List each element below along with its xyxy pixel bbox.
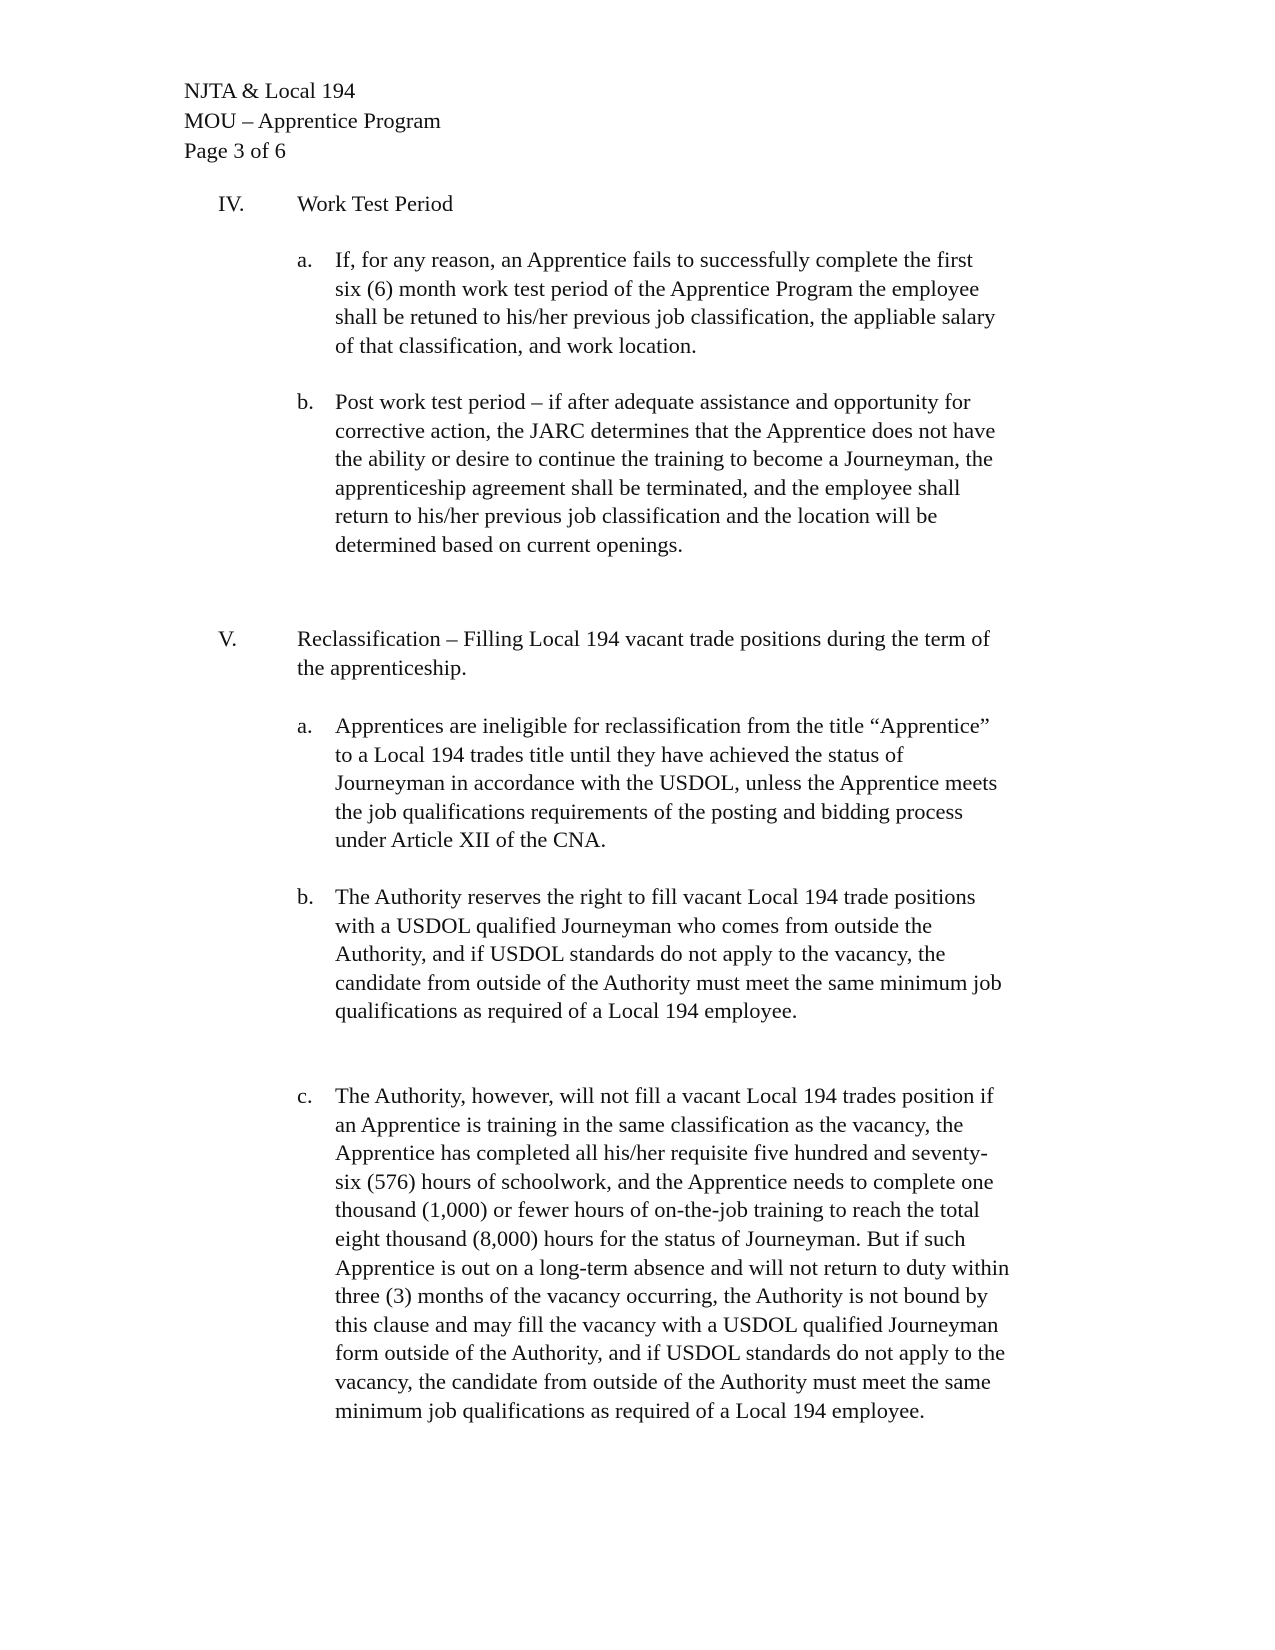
item-text [335, 388, 1105, 560]
item-letter: a. [297, 713, 313, 738]
text-line: qualifications as required of a Local 194 employee. [335, 998, 798, 1024]
text-line: with a USDOL qualified Journeyman who comes from outside the [335, 912, 933, 938]
text-line: Apprentice is out on a long-term absence and will not return to duty within [335, 1254, 1010, 1280]
text-line: candidate from outside of the Authority must meet the same minimum job [335, 969, 1002, 995]
text-line: six (6) month work test period of the Apprentice Program the employee [335, 275, 980, 301]
text-line: return to his/her previous job classification and the location will be [335, 503, 938, 529]
header-line-3: Page 3 of 6 [184, 138, 286, 163]
text-line: this clause and may fill the vacancy with a USDOL qualified Journeyman [335, 1311, 999, 1337]
item-text [335, 246, 1105, 360]
text-line: of that classification, and work location. [335, 332, 697, 358]
text-line: apprenticeship agreement shall be terminated, and the employee shall [335, 474, 961, 500]
text-line: Apprentices are ineligible for reclassification from the title “Apprentice” [335, 713, 990, 738]
item-text [335, 712, 1105, 855]
text-line: minimum job qualifications as required of a Local 194 employee. [335, 1397, 925, 1423]
header-line-2: MOU – Apprentice Program [184, 108, 441, 133]
text-line: thousand (1,000) or fewer hours of on-the-job training to reach the total [335, 1197, 980, 1223]
text-line: to a Local 194 trades title until they have achieved the status of [335, 741, 904, 767]
text-line: corrective action, the JARC determines that the Apprentice does not have [335, 417, 996, 443]
item-letter: b. [297, 884, 314, 909]
text-line: If, for any reason, an Apprentice fails to successfully complete the first [335, 247, 973, 272]
item-letter: c. [297, 1083, 313, 1108]
text-line: three (3) months of the vacancy occurring, the Authority is not bound by [335, 1283, 988, 1309]
section-title-line: Work Test Period [297, 191, 454, 216]
section-title [297, 190, 1097, 219]
section-title-line: the apprenticeship. [297, 654, 467, 680]
text-line: vacancy, the candidate from outside of the Authority must meet the same [335, 1368, 991, 1394]
text-line: The Authority reserves the right to fill vacant Local 194 trade positions [335, 884, 976, 909]
item-letter: b. [297, 389, 314, 414]
text-line: the job qualifications requirements of the posting and bidding process [335, 798, 963, 824]
text-line: an Apprentice is training in the same classification as the vacancy, the [335, 1111, 964, 1137]
text-line: Post work test period – if after adequate assistance and opportunity for [335, 389, 971, 414]
text-line: determined based on current openings. [335, 531, 684, 557]
text-line: The Authority, however, will not fill a vacant Local 194 trades position if [335, 1083, 994, 1108]
text-line: under Article XII of the CNA. [335, 827, 607, 853]
document-header [184, 76, 441, 166]
text-line: the ability or desire to continue the training to become a Journeyman, the [335, 446, 993, 472]
text-line: Apprentice has completed all his/her requisite five hundred and seventy- [335, 1140, 988, 1166]
item-letter: a. [297, 247, 313, 272]
text-line: form outside of the Authority, and if USDOL standards do not apply to the [335, 1340, 1006, 1366]
item-text [335, 1082, 1105, 1425]
section-title-line: Reclassification – Filling Local 194 vacant trade positions during the term of [297, 626, 990, 651]
item-text [335, 883, 1105, 1026]
header-line-1: NJTA & Local 194 [184, 78, 356, 103]
section-title [297, 625, 1097, 682]
section-number: V. [218, 626, 237, 651]
text-line: six (576) hours of schoolwork, and the Apprentice needs to complete one [335, 1168, 994, 1194]
text-line: eight thousand (8,000) hours for the status of Journeyman. But if such [335, 1225, 966, 1251]
text-line: shall be retuned to his/her previous job classification, the appliable salary [335, 304, 996, 330]
text-line: Journeyman in accordance with the USDOL, unless the Apprentice meets [335, 770, 998, 796]
section-number: IV. [218, 191, 245, 216]
text-line: Authority, and if USDOL standards do not apply to the vacancy, the [335, 941, 946, 967]
